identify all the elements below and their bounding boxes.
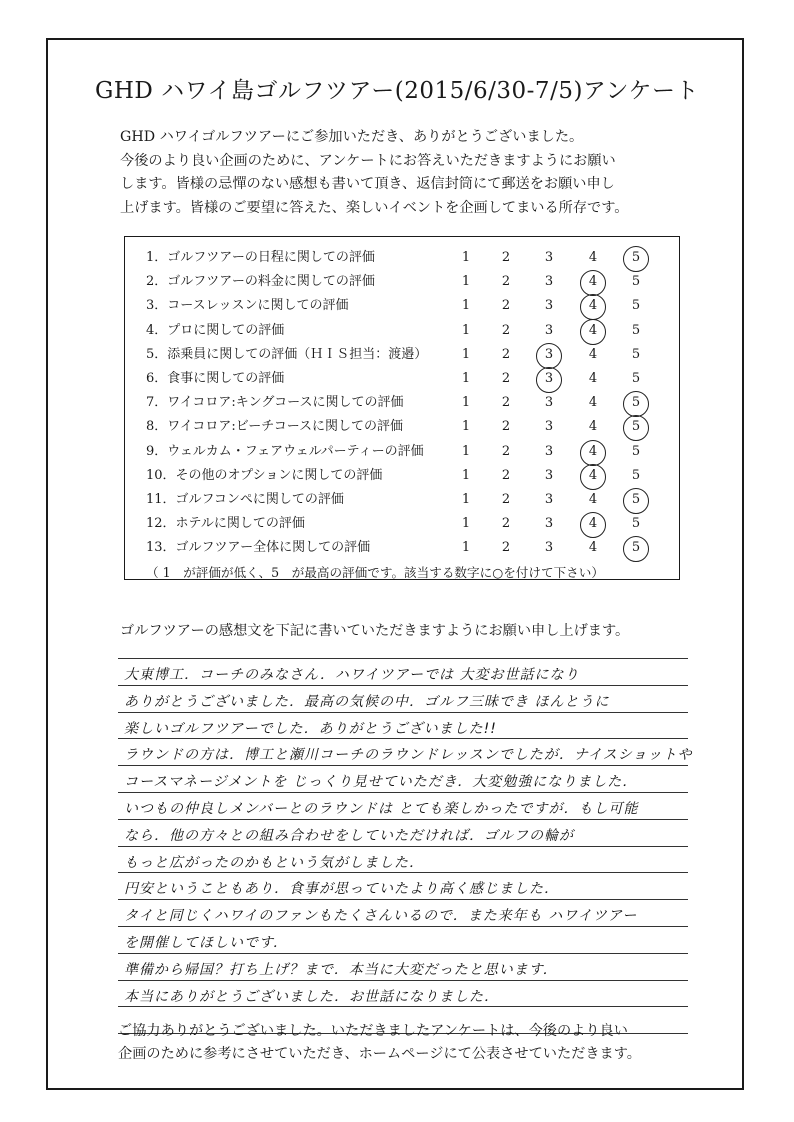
rating-option-4[interactable]: 4 <box>588 419 598 435</box>
ruled-line <box>118 738 688 739</box>
handwritten-comment-line: 準備から帰国？打ち上げ？まで．本当に大変だったと思います． <box>124 961 558 978</box>
handwritten-comment-line: もっと広がったのかもという気がしました． <box>124 854 424 871</box>
ruled-line <box>118 1006 688 1007</box>
rating-option-4[interactable]: 4 <box>588 371 598 386</box>
rating-option-4[interactable]: 4 <box>588 250 598 265</box>
ruled-line <box>118 792 688 793</box>
intro-line: します。皆様の忌憚のない感想も書いて頂き、返信封筒にて郵送をお願い申し <box>120 176 615 192</box>
rating-option-1[interactable]: 1 <box>461 346 471 362</box>
handwritten-comment-line: ありがとうございました．最高の気候の中．ゴルフ三昧でき ほんとうに <box>124 693 610 710</box>
rating-label: 5．添乗員に関しての評価（ＨＩＳ担当：渡邉） <box>146 346 428 362</box>
rating-option-3[interactable]: 3 <box>544 346 554 362</box>
rating-option-5[interactable]: 5 <box>631 298 641 314</box>
ruled-line <box>118 846 688 847</box>
selection-circle <box>580 440 606 466</box>
rating-option-5[interactable]: 5 <box>631 395 641 411</box>
rating-option-1[interactable]: 1 <box>461 371 471 386</box>
handwritten-comment-line: 円安ということもあり．食事が思っていたより高く感じました． <box>124 881 559 898</box>
rating-row <box>146 246 666 270</box>
rating-option-3[interactable]: 3 <box>544 419 554 435</box>
selection-circle <box>580 270 606 296</box>
rating-option-5[interactable]: 5 <box>631 443 641 459</box>
rating-label: 2．ゴルフツアーの料金に関しての評価 <box>146 274 375 290</box>
rating-option-3[interactable]: 3 <box>544 516 554 532</box>
rating-option-4[interactable]: 4 <box>588 322 598 338</box>
rating-option-5[interactable]: 5 <box>631 250 641 265</box>
rating-row <box>146 512 666 536</box>
rating-option-5[interactable]: 5 <box>631 419 641 435</box>
rating-row <box>146 440 666 464</box>
rating-row <box>146 319 666 343</box>
selection-circle <box>580 319 606 345</box>
intro-line: 今後のより良い企画のために、アンケートにお答えいただきますようにお願い <box>120 152 616 169</box>
rating-option-1[interactable]: 1 <box>461 322 471 338</box>
rating-option-3[interactable]: 3 <box>544 322 554 338</box>
rating-option-4[interactable]: 4 <box>588 467 598 483</box>
rating-option-4[interactable]: 4 <box>588 540 598 556</box>
rating-option-1[interactable]: 1 <box>461 516 471 532</box>
rating-option-3[interactable]: 3 <box>544 371 554 386</box>
rating-option-5[interactable]: 5 <box>631 322 641 338</box>
rating-row <box>146 464 666 488</box>
handwritten-comment-line: いつもの仲良しメンバーとのラウンドは とても楽しかったですが．もし可能 <box>124 801 639 817</box>
handwritten-comment-line: 本当にありがとうございました．お世話になりました． <box>124 988 499 1005</box>
rating-option-2[interactable]: 2 <box>501 322 511 338</box>
rating-option-3[interactable]: 3 <box>544 274 554 290</box>
footer-line: 企画のために参考にさせていただき、ホームページにて公表させていただきます。 <box>118 1046 641 1062</box>
rating-option-5[interactable]: 5 <box>631 516 641 532</box>
rating-label: 13．ゴルフツアー全体に関しての評価 <box>146 540 371 556</box>
intro-line: GHD ハワイゴルフツアーにご参加いただき、ありがとうございました。 <box>120 129 584 145</box>
rating-label: 3．コースレッスンに関しての評価 <box>146 298 349 314</box>
handwritten-comment-line: 大東博工．コーチのみなさん．ハワイツアーでは 大変お世話になり <box>124 667 580 683</box>
intro-text <box>120 126 720 220</box>
ruled-line <box>118 899 688 900</box>
rating-option-2[interactable]: 2 <box>501 395 511 411</box>
rating-option-3[interactable]: 3 <box>544 443 554 459</box>
rating-option-2[interactable]: 2 <box>501 443 511 459</box>
rating-row <box>146 488 666 512</box>
rating-option-1[interactable]: 1 <box>461 443 471 459</box>
rating-option-4[interactable]: 4 <box>588 298 598 314</box>
ruled-line <box>118 685 688 686</box>
rating-option-4[interactable]: 4 <box>588 395 598 411</box>
rating-row <box>146 343 666 367</box>
rating-option-4[interactable]: 4 <box>588 516 598 532</box>
rating-option-3[interactable]: 3 <box>544 250 554 265</box>
rating-label: 12．ホテルに関しての評価 <box>146 516 305 532</box>
rating-label: 6．食事に関しての評価 <box>146 371 285 386</box>
selection-circle <box>580 512 606 538</box>
intro-line: 上げます。皆様のご要望に答えた、楽しいイベントを企画してまいる所存です。 <box>120 199 629 216</box>
selection-circle <box>623 246 649 272</box>
selection-circle <box>536 343 562 369</box>
ruled-line <box>118 712 688 713</box>
rating-legend: （ 1 が評価が低く、5 が最高の評価です。該当する数字に○を付けて下さい） <box>146 565 604 580</box>
rating-label: 10．その他のオプションに関しての評価 <box>146 467 383 483</box>
rating-option-5[interactable]: 5 <box>631 346 641 362</box>
rating-option-3[interactable]: 3 <box>544 298 554 314</box>
rating-option-4[interactable]: 4 <box>588 274 598 290</box>
rating-label: 11．ゴルフコンペに関しての評価 <box>146 492 344 507</box>
rating-option-4[interactable]: 4 <box>588 346 598 362</box>
rating-option-2[interactable]: 2 <box>501 250 511 265</box>
handwritten-comment-line: を開催してほしいです． <box>124 935 288 951</box>
rating-option-2[interactable]: 2 <box>501 346 511 362</box>
rating-option-4[interactable]: 4 <box>588 492 598 507</box>
rating-row <box>146 415 666 439</box>
rating-option-1[interactable]: 1 <box>461 540 471 556</box>
selection-circle <box>580 464 606 490</box>
handwritten-comment-line: 楽しいゴルフツアーでした．ありがとうございました!! <box>124 720 497 737</box>
rating-option-2[interactable]: 2 <box>501 516 511 532</box>
ruled-line <box>118 980 688 981</box>
rating-option-2[interactable]: 2 <box>501 298 511 314</box>
ruled-line <box>118 926 688 927</box>
rating-label: 8．ワイコロア:ビーチコースに関しての評価 <box>146 419 404 435</box>
rating-option-5[interactable]: 5 <box>631 492 641 507</box>
rating-label: 9．ウェルカム・フェアウェルパーティーの評価 <box>146 443 424 459</box>
rating-option-2[interactable]: 2 <box>501 371 511 386</box>
rating-option-1[interactable]: 1 <box>461 492 471 507</box>
rating-label: 4．プロに関しての評価 <box>146 322 285 338</box>
selection-circle <box>536 367 562 393</box>
footer-text <box>118 1020 641 1066</box>
rating-option-1[interactable]: 1 <box>461 298 471 314</box>
rating-row <box>146 294 666 318</box>
ruled-line <box>118 765 688 766</box>
rating-option-2[interactable]: 2 <box>501 467 511 483</box>
rating-option-2[interactable]: 2 <box>501 492 511 507</box>
comment-prompt: ゴルフツアーの感想文を下記に書いていただきますようにお願い申し上げます。 <box>120 623 630 639</box>
ruled-line <box>118 953 688 954</box>
rating-option-2[interactable]: 2 <box>501 419 511 435</box>
selection-circle <box>623 488 649 514</box>
rating-option-3[interactable]: 3 <box>544 540 554 556</box>
rating-option-3[interactable]: 3 <box>544 492 554 507</box>
handwritten-comment-line: タイと同じくハワイのファンもたくさんいるので．また来年も ハワイツアー <box>124 908 638 925</box>
rating-option-1[interactable]: 1 <box>461 250 471 265</box>
ruled-line <box>118 872 688 873</box>
rating-option-5[interactable]: 5 <box>631 540 641 556</box>
rating-option-4[interactable]: 4 <box>588 443 598 459</box>
rating-row <box>146 270 666 294</box>
rating-row <box>146 391 666 415</box>
rating-option-3[interactable]: 3 <box>544 467 554 483</box>
rating-option-1[interactable]: 1 <box>461 467 471 483</box>
selection-circle <box>623 391 649 417</box>
rating-option-1[interactable]: 1 <box>461 395 471 411</box>
rating-option-1[interactable]: 1 <box>461 419 471 435</box>
rating-option-2[interactable]: 2 <box>501 540 511 556</box>
rating-option-5[interactable]: 5 <box>631 467 641 483</box>
rating-label: 7．ワイコロア:キングコースに関しての評価 <box>146 395 404 411</box>
rating-option-1[interactable]: 1 <box>461 274 471 290</box>
ruled-line <box>118 819 688 820</box>
rating-option-2[interactable]: 2 <box>501 274 511 290</box>
rating-option-3[interactable]: 3 <box>544 395 554 411</box>
rating-row <box>146 367 666 391</box>
handwritten-comment-line: なら．他の方々との組み合わせをしていただければ．ゴルフの輪が <box>124 827 574 844</box>
page-title: GHD ハワイ島ゴルフツアー(2015/6/30-7/5)アンケート <box>94 78 700 104</box>
rating-label: 1．ゴルフツアーの日程に関しての評価 <box>146 250 375 265</box>
rating-option-5[interactable]: 5 <box>631 274 641 290</box>
rating-option-5[interactable]: 5 <box>631 371 641 386</box>
ruled-line <box>118 658 688 659</box>
handwritten-comment-line: コースマネージメントを じっくり見せていただき．大変勉強になりました． <box>124 774 638 791</box>
rating-row <box>146 536 666 560</box>
handwritten-comment-line: ラウンドの方は．博工と瀬川コーチのラウンドレッスンでしたが．ナイスショットや <box>124 747 693 764</box>
footer-line: ご協力ありがとうございました。いただきましたアンケートは、今後のより良い <box>118 1023 628 1039</box>
